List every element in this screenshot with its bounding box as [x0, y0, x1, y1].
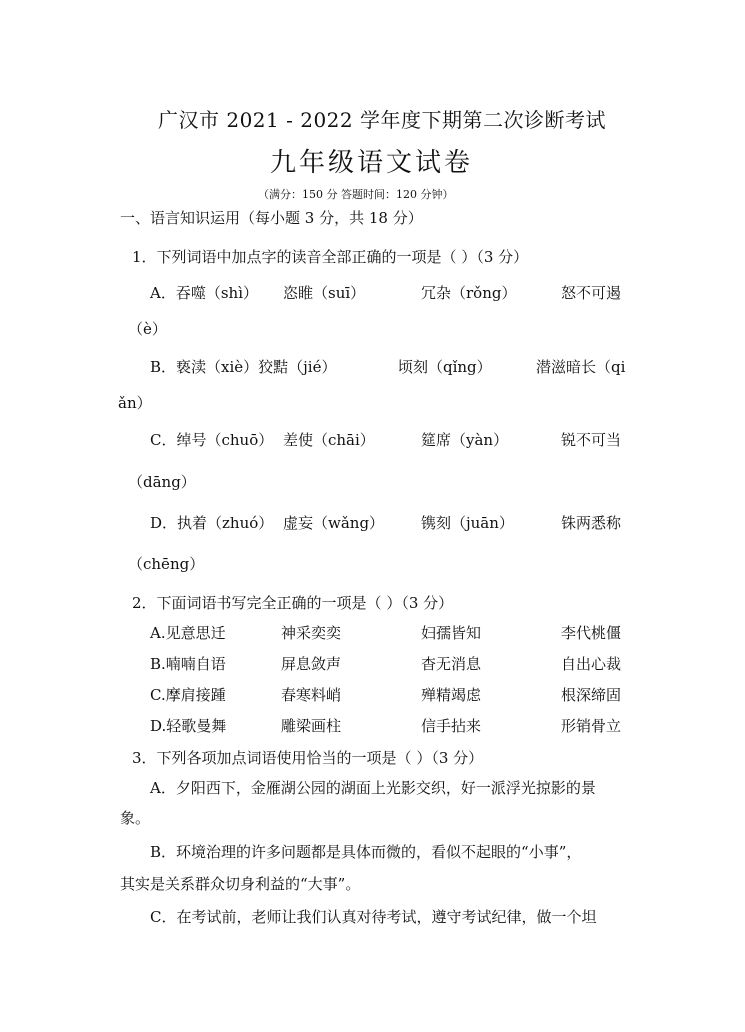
q1-option-a-word3: 冗杂（rǒng）: [421, 284, 517, 302]
q2-row-b-col4: 自出心裁: [561, 655, 622, 673]
paper-title: 九年级语文试卷: [270, 148, 474, 178]
q1-option-a-word1: A．吞噬（shì）: [150, 284, 258, 302]
exam-title: 广汉市 2021 - 2022 学年度下期第二次诊断考试: [158, 108, 606, 132]
question-3-stem: 3．下列各项加点词语使用恰当的一项是（ ）（3 分）: [132, 749, 484, 767]
q2-row-c-col1: C.摩肩接踵: [150, 686, 226, 704]
q2-row-b-col1: B.喃喃自语: [150, 655, 226, 673]
q1-option-d-word3: 镌刻（juān）: [421, 514, 514, 532]
q1-option-a-word2: 恣睢（suī）: [283, 284, 366, 302]
q1-option-c-word1: C．绰号（chuō）: [150, 431, 274, 449]
q3-option-a-line1: A．夕阳西下，金雁湖公园的湖面上光影交织，好一派浮光掠影的景: [150, 779, 596, 797]
q1-option-d-word1: D．执着（zhuó）: [150, 514, 274, 532]
q3-option-b-line1: B．环境治理的许多问题都是具体而微的，看似不起眼的“小事”，: [150, 843, 582, 861]
q1-option-c-word4: 锐不可当: [561, 431, 622, 449]
q2-row-c-col4: 根深缔固: [561, 686, 622, 704]
q2-row-a-col3: 妇孺皆知: [421, 624, 482, 642]
section-heading: 一、语言知识运用（每小题 3 分，共 18 分）: [120, 209, 423, 227]
question-1-stem: 1．下列词语中加点字的读音全部正确的一项是（ ）（3 分）: [132, 248, 529, 266]
q1-option-d-word2: 虚妄（wǎng）: [283, 514, 385, 532]
q1-option-c-word2: 差使（chāi）: [283, 431, 375, 449]
q2-row-a-col4: 李代桃僵: [561, 624, 622, 642]
q1-option-d-word4-pinyin: （chēng）: [128, 555, 205, 573]
q1-option-a-word4-pinyin: （è）: [128, 320, 167, 338]
q3-option-a-line2: 象。: [120, 809, 151, 827]
q3-option-b-line2: 其实是关系群众切身利益的“大事”。: [120, 875, 361, 893]
q1-option-b-word1: B．亵渎（xiè）狡黠（jié）: [150, 358, 337, 376]
question-2-stem: 2．下面词语书写完全正确的一项是（ ）（3 分）: [132, 594, 454, 612]
q2-row-a-col1: A.见意思迁: [150, 624, 226, 642]
q1-option-d-word4: 铢两悉称: [561, 514, 622, 532]
q2-row-d-col2: 雕梁画柱: [281, 717, 342, 735]
q2-row-d-col4: 形销骨立: [561, 717, 622, 735]
q1-option-b-word4-pinyin: ǎn）: [118, 394, 152, 412]
q1-option-b-word4: 潜滋暗长（qi: [536, 358, 626, 376]
score-time-note: （满分：150 分 答题时间：120 分钟）: [258, 188, 454, 201]
q1-option-c-word3: 筵席（yàn）: [421, 431, 509, 449]
q3-option-c-line1: C．在考试前，老师让我们认真对待考试，遵守考试纪律，做一个坦: [150, 908, 597, 926]
q2-row-d-col1: D.轻歌曼舞: [150, 717, 227, 735]
q1-option-a-word4: 怒不可遏: [561, 284, 622, 302]
q2-row-c-col3: 殚精竭虑: [421, 686, 482, 704]
q2-row-d-col3: 信手拈来: [421, 717, 482, 735]
q2-row-c-col2: 春寒料峭: [281, 686, 342, 704]
q2-row-b-col2: 屏息敛声: [281, 655, 342, 673]
q1-option-b-word3: 顷刻（qǐng）: [398, 358, 492, 376]
q2-row-a-col2: 神采奕奕: [281, 624, 342, 642]
q1-option-c-word4-pinyin: （dāng）: [128, 473, 196, 491]
q2-row-b-col3: 杳无消息: [421, 655, 482, 673]
